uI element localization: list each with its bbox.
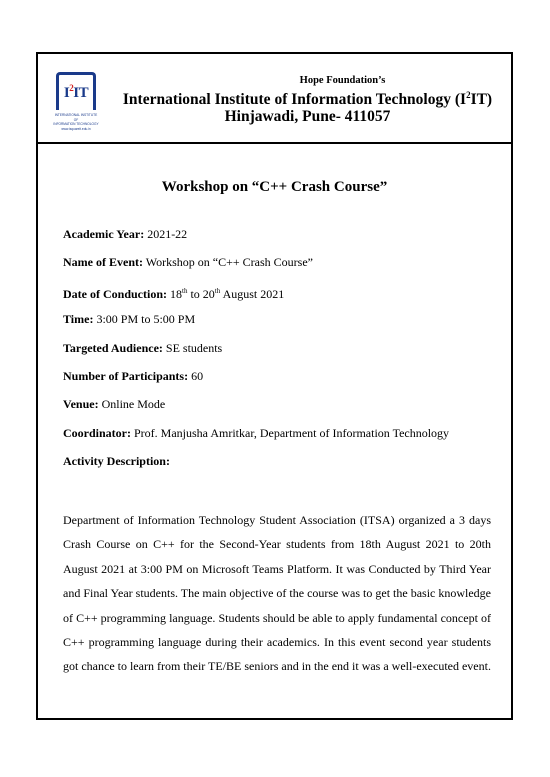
venue-label: Venue: [63, 397, 99, 412]
participants-label: Number of Participants: [63, 368, 189, 383]
coordinator-label: Coordinator: [63, 425, 131, 440]
logo-tagline-line-2: INFORMATION TECHNOLOGY [53, 122, 99, 126]
logo-letters-it: IT [73, 85, 89, 101]
foundation-name: Hope Foundation’s [299, 75, 386, 86]
institute-name-end: IT) [470, 91, 493, 109]
date-field [63, 283, 491, 311]
academic-year-value: 2021-22 [144, 227, 188, 241]
logo-letter-i: I [63, 85, 70, 101]
date-start-suffix: th [182, 286, 188, 295]
event-name-label: Name of Event: [63, 255, 143, 270]
institute-name-main: International Institute of Information Technology (I [122, 91, 467, 109]
activity-description-label: Activity Description: [63, 454, 170, 469]
institute-address: Hinjawadi, Pune- 411057 [224, 108, 391, 126]
date-month-year: August 2021 [220, 286, 285, 301]
date-start-day: 18 [167, 286, 182, 301]
logo-superscript: 2 [69, 83, 74, 93]
logo-mark [64, 83, 88, 102]
event-name-value: Workshop on “C++ Crash Course” [142, 255, 313, 270]
institute-logo [53, 72, 99, 130]
event-name-field [63, 254, 491, 282]
letterhead [38, 54, 511, 144]
date-end-day: to 20 [187, 286, 215, 301]
time-field [63, 311, 491, 339]
coordinator-value: Prof. Manjusha Amritkar, Department of Information Technology [131, 425, 450, 440]
header-divider [38, 142, 511, 144]
audience-value: SE students [162, 340, 223, 355]
coordinator-field [63, 425, 491, 453]
event-details [63, 226, 491, 482]
activity-description-heading [63, 453, 491, 481]
logo-tagline [53, 113, 99, 131]
participants-value: 60 [188, 368, 204, 383]
logo-tagline-line-1: INTERNATIONAL INSTITUTE OF [54, 113, 98, 122]
letterhead-text [104, 75, 511, 125]
participants-field [63, 368, 491, 396]
institute-name [104, 87, 511, 108]
audience-label: Targeted Audience: [63, 340, 163, 355]
document-title: Workshop on “C++ Crash Course” [161, 179, 388, 195]
activity-description-text: Department of Information Technology Student Association (ITSA) organized a 3 days Crash Course on C++ for the Second-Year students from 18th August 2021 to 20th August 2021 at 3:00 PM on Microsoft Teams Platform. It was Conducted by Third Year and Final Year students. The main objective of the course was to get the basic knowledge of C++ programming language. Students should be able to apply fundamental concept of C++ programming language during their academics. In this event second year students got chance to learn from their TE/BE seniors and in the end it was a well-executed event. [63, 513, 492, 674]
venue-value: Online Mode [98, 397, 166, 412]
logo-website: www.isquareit.edu.in [61, 126, 91, 131]
time-value: 3:00 PM to 5:00 PM [93, 312, 196, 327]
logo-emblem [56, 72, 96, 110]
time-label: Time: [63, 312, 94, 327]
venue-field [63, 396, 491, 424]
institute-name-superscript: 2 [466, 90, 471, 100]
date-end-suffix: th [214, 286, 221, 295]
audience-field [63, 340, 491, 368]
academic-year-field [63, 226, 491, 254]
date-label: Date of Conduction: [63, 286, 167, 301]
academic-year-label: Academic Year: [63, 227, 145, 241]
document-page [36, 52, 513, 720]
